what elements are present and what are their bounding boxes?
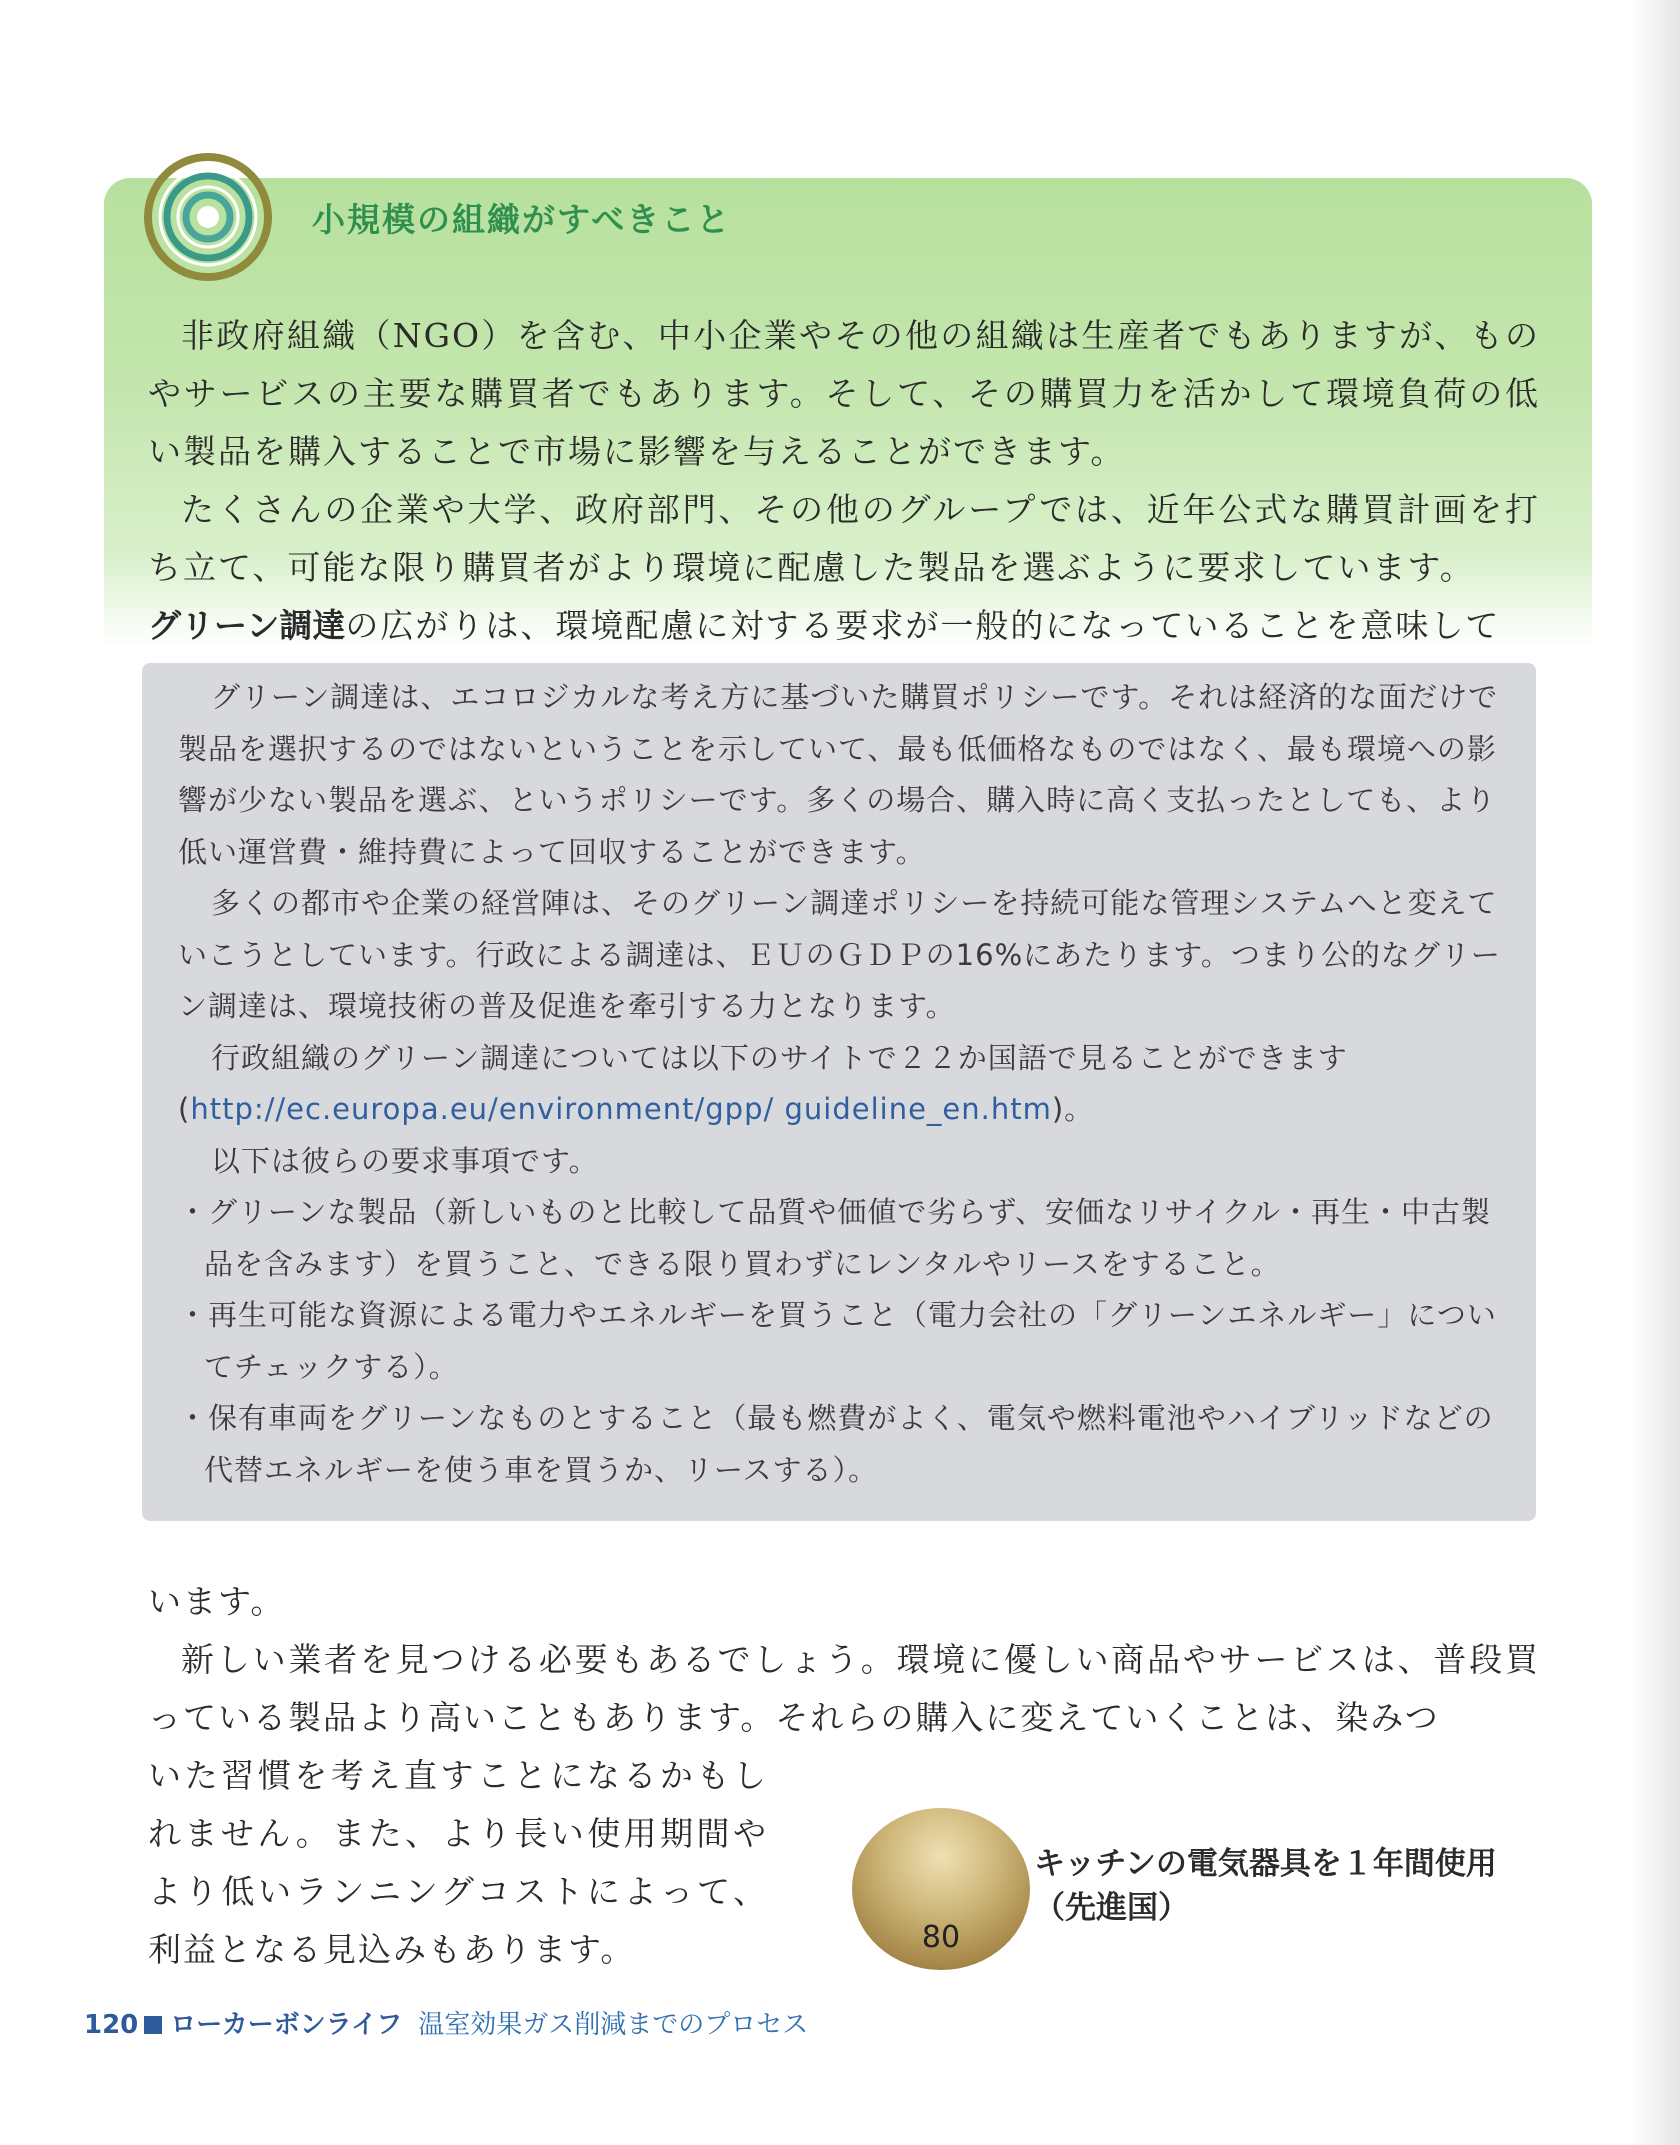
requirements-intro: 以下は彼らの要求事項です。: [211, 1143, 599, 1178]
intro-paragraph-3-text: の広がりは、環境配慮に対する要求が一般的になっていることを意味して: [345, 606, 1501, 645]
box-paragraph-1: グリーン調達は、エコロジカルな考え方に基づいた購買ポリシーです。それは経済的な面だけで製品を選択するのではないということを示していて、最も低価格なものではなく、最も環境への影響が少ない製品を選ぶ、というポリシーです。多くの場合、購入時に高く支払ったとしても、より低い運営費・維持費によって回収することができます。: [178, 680, 1499, 869]
requirement-item: ・保有車両をグリーンなものとすること（最も燃費がよく、電気や燃料電池やハイブリッドなどの代替エネルギーを使う車を買うか、リースする）。: [178, 1401, 1494, 1487]
intro-paragraph-1: 非政府組織（NGO）を含む、中小企業やその他の組織は生産者でもありますが、ものやサービスの主要な購買者でもあります。そして、その購買力を活かして環境負荷の低い製品を購入することで市場に影響を与えることができます。: [148, 316, 1540, 471]
section-title: 小規模の組織がすべきこと: [312, 200, 732, 239]
intro-paragraph-3: [148, 597, 1540, 655]
url-close-paren: )。: [1051, 1092, 1095, 1126]
intro-text: [148, 307, 1540, 655]
box-text: [178, 672, 1508, 1496]
continuation-paragraph: 新しい業者を見つける必要もあるでしょう。環境に優しい商品やサービスは、普段買っている製品より高いこともあります。それらの購入に変えていくことは、染みつ: [148, 1640, 1540, 1737]
keyword-green-procurement: グリーン調達: [148, 606, 346, 645]
url-open-paren: (: [178, 1092, 191, 1126]
requirement-item: ・グリーンな製品（新しいものと比較して品質や価値で劣らず、安価なリサイクル・再生・中古製品を含みます）を買うこと、できる限り買わずにレンタルやリースをすること。: [178, 1195, 1492, 1281]
box-paragraph-3: 行政組織のグリーン調達については以下のサイトで２２か国語で見ることができます: [211, 1040, 1348, 1075]
intro-paragraph-2: たくさんの企業や大学、政府部門、その他のグループでは、近年公式な購買計画を打ち立て、可能な限り購買者がより環境に配慮した製品を選ぶように要求しています。: [148, 490, 1540, 587]
continuation-text: [148, 1573, 1540, 1747]
page-spine-shadow: [1630, 0, 1680, 2145]
concentric-circles-icon: [143, 152, 273, 282]
emission-value: 80: [921, 1920, 961, 1955]
guideline-link[interactable]: http://ec.europa.eu/environment/gpp/ guideline_en.htm: [190, 1092, 1052, 1126]
box-paragraph-2: 多くの都市や企業の経営陣は、そのグリーン調達ポリシーを持続可能な管理システムへと変えていこうとしています。行政による調達は、ＥＵのＧＤＰの16%にあたります。つまり公的なグリーン調達は、環境技術の普及促進を牽引する力となります。: [178, 886, 1501, 1023]
book-title: ローカーボンライフ: [170, 2010, 403, 2040]
requirement-item: ・再生可能な資源による電力やエネルギーを買うこと（電力会社の「グリーンエネルギー」についてチェックする）。: [178, 1298, 1497, 1384]
page-footer: [84, 2004, 808, 2041]
page-number: 120: [84, 2010, 139, 2040]
emission-caption: キッチンの電気器具を１年間使用（先進国）: [1034, 1846, 1497, 1926]
continuation-paragraph-end: いた習慣を考え直すことになるかもしれません。また、より長い使用期間やより低いランニングコストによって、利益となる見込みもあります。: [148, 1756, 768, 1969]
box-url-line: [178, 1084, 1508, 1136]
chapter-title: 温室効果ガス削減までのプロセス: [418, 2010, 809, 2040]
continuation-line: います。: [148, 1582, 286, 1621]
continuation-text-narrow: [148, 1747, 768, 1979]
square-bullet-icon: [144, 2016, 162, 2034]
